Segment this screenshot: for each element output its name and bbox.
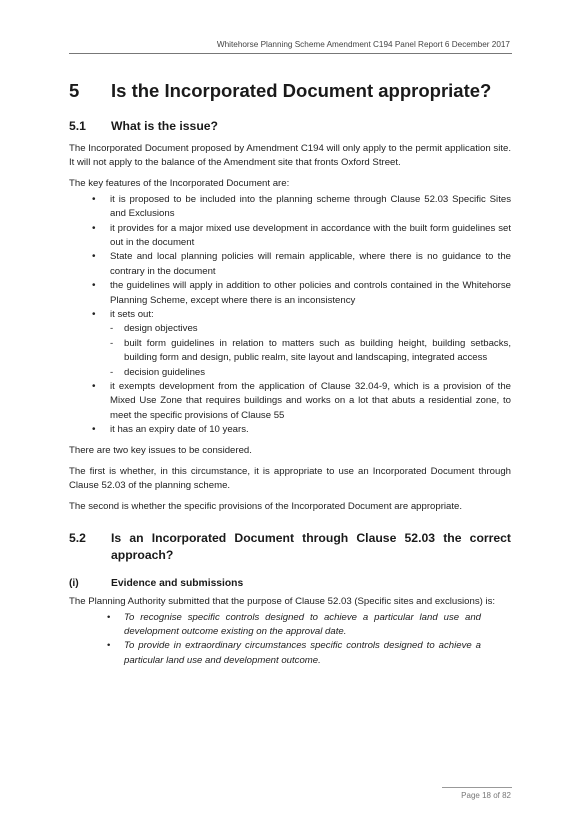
bullet-icon: • [92, 193, 96, 205]
bullet-icon: • [92, 251, 96, 263]
page-content [69, 80, 511, 668]
dash-icon: - [110, 323, 114, 335]
section-heading-5-1 [69, 118, 511, 135]
chapter-number: 5 [69, 80, 80, 101]
paragraph: The Planning Authority submitted that the purpose of Clause 52.03 (Specific sites and exclusions) is: [69, 596, 496, 608]
list-item: • it sets out: - design objectives - built form guidelines in relation to matters such as building height, building setbacks, building form and design, public realm, site layout and landscaping, integrated access - decision guidelines [69, 308, 511, 380]
quote-item: • To recognise specific controls designed to achieve a particular land use and development outcome existing on the approval date. [107, 611, 481, 638]
section-number: 5.2 [69, 531, 86, 546]
sub-list-item: - decision guidelines [110, 366, 511, 380]
sub-list [110, 322, 511, 380]
section-heading-5-2 [69, 530, 511, 564]
bullet-icon: • [92, 424, 96, 436]
quoted-purpose-list [69, 611, 511, 669]
key-features-list [69, 193, 511, 438]
list-item: • it is proposed to be included into the planning scheme through Clause 52.03 Specific Sites and Exclusions [92, 193, 511, 220]
chapter-title: Is the Incorporated Document appropriate? [111, 80, 492, 101]
sub-list-item: - design objectives [110, 322, 511, 336]
bullet-icon: • [92, 222, 96, 234]
bullet-icon: • [92, 280, 96, 292]
list-item: • it exempts development from the application of Clause 32.04-9, which is a provision of the Mixed Use Zone that requires buildings and works on a lot that abuts a residential zone, to meet the specific provisions of Clause 55 [92, 381, 511, 421]
running-header: Whitehorse Planning Scheme Amendment C194 Panel Report 6 December 2017 [216, 40, 510, 49]
page-number: Page 18 of 82 [461, 791, 511, 800]
dash-icon: - [110, 337, 114, 349]
paragraph: The first is whether, in this circumstance, it is appropriate to use an Incorporated Document through Clause 52.03 of the planning scheme. [69, 465, 511, 491]
section-number: 5.1 [69, 119, 86, 133]
paragraph: The second is whether the specific provisions of the Incorporated Document are appropriate. [69, 500, 463, 512]
list-item: • it provides for a major mixed use development in accordance with the built form guidelines set out in the document [92, 222, 511, 248]
subsection-title: Evidence and submissions [111, 578, 244, 590]
paragraph: There are two key issues to be considered. [69, 444, 252, 456]
bullet-icon: • [92, 381, 96, 392]
section-title: Is an Incorporated Document through Clause 52.03 the correct approach? [111, 531, 511, 563]
header-rule [69, 53, 512, 54]
chapter-heading [69, 80, 511, 102]
list-item: • the guidelines will apply in addition to other policies and controls contained in the Whitehorse Planning Scheme, except where there is an inconsistency [92, 280, 511, 306]
bullet-icon: • [92, 308, 96, 320]
list-item: • it has an expiry date of 10 years. [69, 423, 511, 437]
section-title: What is the issue? [111, 119, 218, 133]
bullet-icon: • [107, 640, 111, 652]
footer-rule [442, 787, 512, 788]
sub-list-item: - built form guidelines in relation to matters such as building height, building setbacks, building form and design, public realm, site layout and landscaping, integrated access [110, 337, 511, 364]
dash-icon: - [110, 366, 114, 378]
bullet-icon: • [107, 611, 111, 623]
paragraph: The key features of the Incorporated Document are: [69, 178, 290, 190]
paragraph: The Incorporated Document proposed by Amendment C194 will only apply to the permit application site. It will not apply to the balance of the Amendment site that fronts Oxford Street. [69, 143, 511, 169]
list-item: • State and local planning policies will remain applicable, where there is no guidance to the contrary in the document [92, 251, 511, 277]
quote-item: • To provide in extraordinary circumstances specific controls designed to achieve a particular land use and development outcome. [107, 640, 481, 666]
subsection-heading [69, 578, 511, 589]
subsection-number: (i) [69, 578, 79, 590]
